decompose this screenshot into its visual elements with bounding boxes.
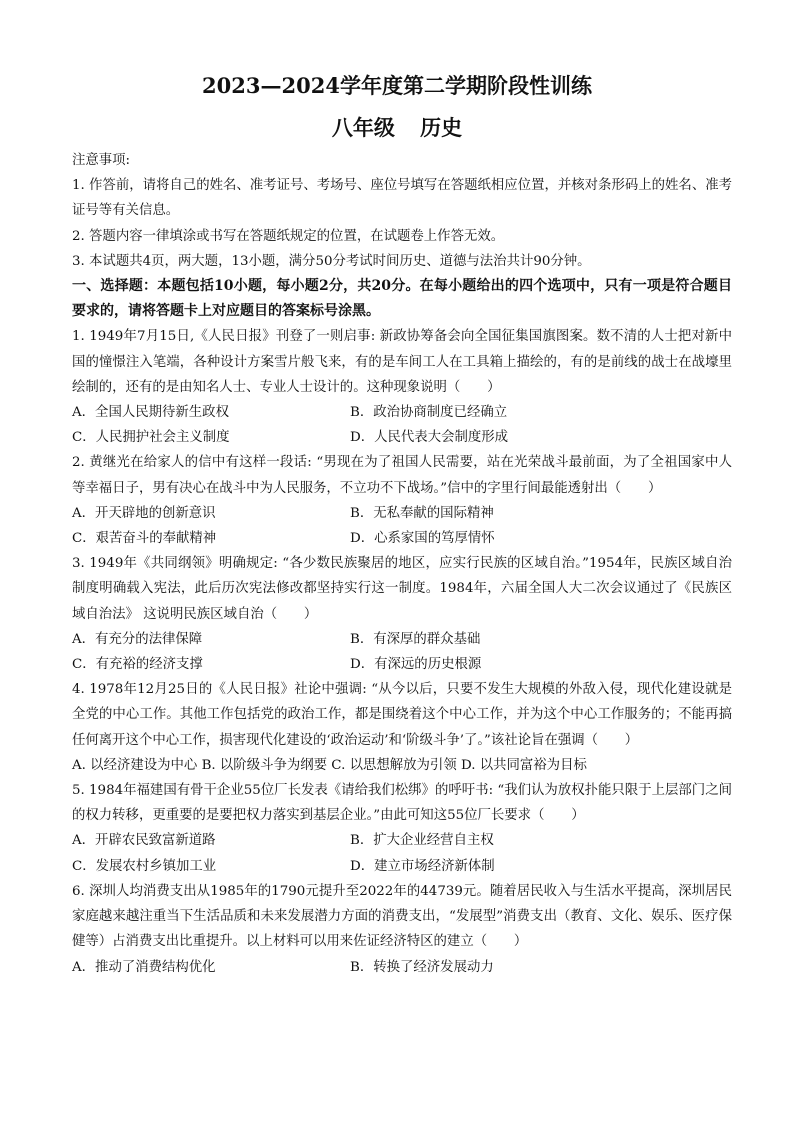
- q6-option-a[interactable]: A．推动了消费结构优化: [72, 959, 216, 975]
- q6-option-b[interactable]: B．转换了经济发展动力: [350, 959, 494, 975]
- q5-option-c[interactable]: C．发展农村乡镇加工业: [72, 858, 217, 874]
- question-2-options-row-1: [72, 501, 732, 526]
- q3-option-b[interactable]: B．有深厚的群众基础: [350, 631, 481, 647]
- note-item-1: 1. 作答前，请将自己的姓名、准考证号、考场号、座位号填写在答题纸相应位置，并核对条形码上的姓名、准考证号等有关信息。: [72, 178, 732, 219]
- question-3-options-row-2: [72, 652, 732, 677]
- question-5-options-row-2: [72, 854, 732, 879]
- q2-option-a[interactable]: A．开天辟地的创新意识: [72, 505, 216, 521]
- note-item-2: 2. 答题内容一律填涂或书写在答题纸规定的位置，在试题卷上作答无效。: [72, 228, 505, 244]
- q1-option-d[interactable]: D．人民代表大会制度形成: [350, 430, 509, 446]
- q5-option-a[interactable]: A．开辟农民致富新道路: [72, 833, 216, 849]
- exam-body: [72, 148, 732, 980]
- q3-option-d[interactable]: D．有深远的历史根源: [350, 657, 482, 673]
- question-1-stem: 1. 1949年7月15日,《人民日报》刊登了一则启事: 新政协筹备会向全国征集国旗图案。数不清的人士把对新中国的憧憬注入笔端，各种设计方案雪片般飞来，有的是车间工人在工具箱上描绘的，有的是前线的战士在战壕里绘制的，还有的是由知名人士、专业人士设计的。这种现象说明（ ）: [72, 329, 732, 395]
- exam-title: 2023—2024学年度第二学期阶段性训练: [202, 73, 592, 98]
- q3-option-a[interactable]: A．有充分的法律保障: [72, 631, 203, 647]
- question-3-options-row-1: [72, 627, 732, 652]
- q5-option-b[interactable]: B．扩大企业经营自主权: [350, 833, 494, 849]
- q2-option-b[interactable]: B．无私奉献的国际精神: [350, 505, 494, 521]
- question-3-stem: 3. 1949年《共同纲领》明确规定: “各少数民族聚居的地区，应实行民族的区域自治。”1954年，民族区域自治制度明确载入宪法，此后历次宪法修改都坚持实行这一制度。1984年，六届全国人大二次会议通过了《民族区域自治法》 这说明民族区域自治（ ）: [72, 556, 732, 622]
- question-6-stem: 6. 深圳人均消费支出从1985年的1790元提升至2022年的44739元。随着居民收入与生活水平提高，深圳居民家庭越来越注重当下生活品质和未来发展潜力方面的消费支出，“发展型”消费支出（教育、文化、娱乐、医疗保健等）占消费支出比重提升。以上材料可以用来佐证经济特区的建立（ ）: [72, 883, 732, 950]
- q1-option-a[interactable]: A．全国人民期待新生政权: [72, 405, 229, 421]
- question-5-options-row-1: [72, 828, 732, 853]
- section-heading: 一、选择题：本题包括10小题，每小题2分，共20分。在每小题给出的四个选项中，只有一项是符合题目要求的，请将答题卡上对应题目的答案标号涂黑。: [72, 278, 732, 320]
- note-item-3: 3. 本试题共4页，两大题，13小题，满分50分考试时间历史、道德与法治共计90分钟。: [72, 253, 591, 269]
- q1-option-b[interactable]: B．政治协商制度已经确立: [350, 405, 508, 421]
- question-4-stem: 4. 1978年12月25日的《人民日报》社论中强调: “从今以后，只要不发生大规模的外敌入侵，现代化建设就是全党的中心工作。其他工作包括党的政治工作，都是围绕着这个中心工作，并为这个中心工作服务的；不能再搞任何离开这个中心工作，损害现代化建设的‘政治运动’和‘阶级斗争’了。”该社论旨在强调（ ）: [72, 682, 732, 748]
- q1-option-c[interactable]: C．人民拥护社会主义制度: [72, 430, 230, 446]
- exam-subtitle: 八年级 历史: [331, 115, 463, 140]
- question-2-options-row-2: [72, 526, 732, 551]
- q2-option-c[interactable]: C．艰苦奋斗的奉献精神: [72, 531, 217, 547]
- notes-heading: 注意事项:: [72, 153, 131, 168]
- question-2-stem: 2. 黄继光在给家人的信中有这样一段话: “男现在为了祖国人民需要，站在光荣战斗最前面，为了全祖国家中人等幸福日子，男有决心在战斗中为人民服务，不立功不下战场。”信中的字里行间最能透射出（ ）: [72, 455, 732, 496]
- q5-option-d[interactable]: D．建立市场经济新体制: [350, 858, 495, 874]
- question-1-options-row-1: [72, 400, 732, 425]
- q2-option-d[interactable]: D．心系家国的笃厚情怀: [350, 531, 495, 547]
- q4-options[interactable]: A. 以经济建设为中心 B. 以阶级斗争为纲要 C. 以思想解放为引领 D. 以共同富裕为目标: [72, 757, 587, 773]
- question-6-options-row-1: [72, 955, 732, 980]
- question-1-options-row-2: [72, 425, 732, 450]
- q3-option-c[interactable]: C．有充裕的经济支撑: [72, 657, 203, 673]
- question-5-stem: 5. 1984年福建国有骨干企业55位厂长发表《请给我们松绑》的呼吁书: “我们认为放权扑能只限于上层部门之间的权力转移，更重要的是要把权力落实到基层企业。”由此可知这55位厂长要求（ ）: [72, 783, 732, 824]
